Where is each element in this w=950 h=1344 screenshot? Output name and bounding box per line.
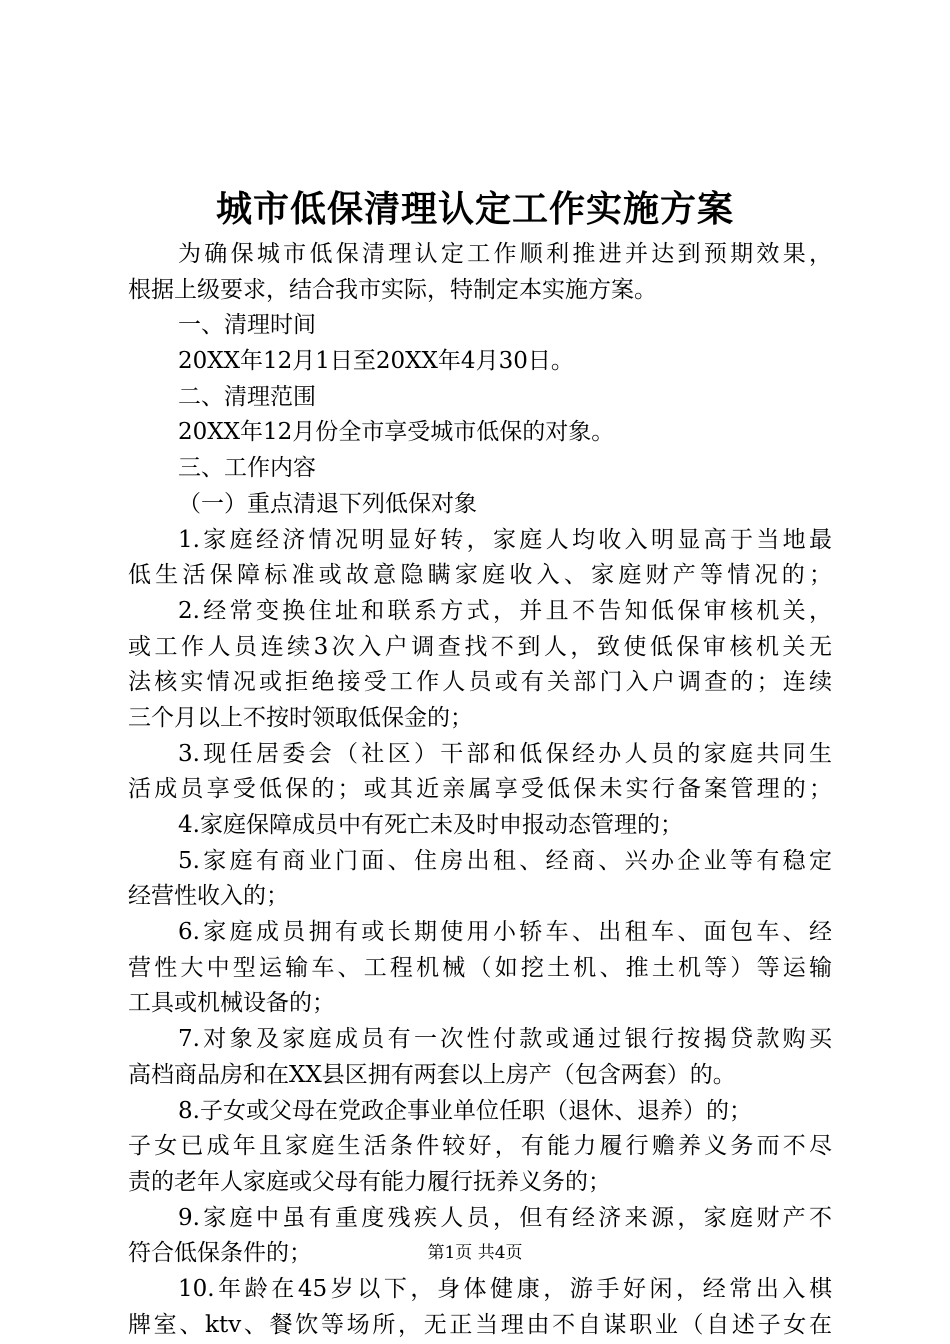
section-heading: 三、工作内容 (178, 455, 316, 482)
paragraph-line: 根据上级要求，结合我市实际，特制定本实施方案。 (128, 276, 657, 303)
list-item-line: 子女已成年且家庭生活条件较好，有能力履行赡养义务而不尽 (128, 1133, 832, 1160)
paragraph-line: 20XX年12月1日至20XX年4月30日。 (178, 348, 574, 375)
list-item-line: 6.家庭成员拥有或长期使用小轿车、出租车、面包车、经 (178, 919, 832, 946)
document-body (128, 237, 832, 1343)
section-heading: 二、清理范围 (178, 383, 316, 410)
list-item-line: 8.子女或父母在党政企事业单位任职（退休、退养）的； (178, 1097, 752, 1124)
paragraph-line: 20XX年12月份全市享受城市低保的对象。 (178, 419, 615, 446)
list-item-line: 9.家庭中虽有重度残疾人员，但有经济来源，家庭财产不 (178, 1204, 832, 1231)
list-item-line: 10.年龄在45岁以下，身体健康，游手好闲，经常出入棋 (178, 1275, 832, 1302)
list-item-line: 工具或机械设备的； (128, 990, 335, 1017)
list-item-line: 高档商品房和在XX县区拥有两套以上房产（包含两套）的。 (128, 1061, 736, 1088)
list-item-line: 3.现任居委会（社区）干部和低保经办人员的家庭共同生 (178, 740, 832, 767)
list-item-line: 经营性收入的； (128, 883, 289, 910)
list-item-line: 2.经常变换住址和联系方式，并且不告知低保审核机关， (178, 597, 832, 624)
list-item-line: 1.家庭经济情况明显好转，家庭人均收入明显高于当地最 (178, 526, 832, 553)
list-item-line: 5.家庭有商业门面、住房出租、经商、兴办企业等有稳定 (178, 847, 832, 874)
paragraph-line: 为确保城市低保清理认定工作顺利推进并达到预期效果， (178, 241, 832, 267)
list-item-line: 或工作人员连续3次入户调查找不到人，致使低保审核机关无 (128, 633, 832, 660)
list-item-line: 法核实情况或拒绝接受工作人员或有关部门入户调查的；连续 (128, 669, 832, 696)
list-item-line: 4.家庭保障成员中有死亡未及时申报动态管理的； (178, 812, 683, 838)
list-item-line: 活成员享受低保的；或其近亲属享受低保未实行备案管理的； (128, 776, 832, 803)
list-item-line: 符合低保条件的； (128, 1240, 312, 1267)
list-item-line: 责的老年人家庭或父母有能力履行抚养义务的； (128, 1168, 611, 1195)
document-title: 城市低保清理认定工作实施方案 (215, 188, 734, 230)
page-footer: 第1页 共4页 (427, 1243, 523, 1263)
list-item-line: 三个月以上不按时领取低保金的； (128, 704, 473, 731)
section-heading: 一、清理时间 (178, 312, 316, 339)
list-item-line: 7.对象及家庭成员有一次性付款或通过银行按揭贷款购买 (178, 1026, 832, 1053)
list-item-line: 低生活保障标准或故意隐瞒家庭收入、家庭财产等情况的； (128, 562, 832, 589)
list-item-line: 营性大中型运输车、工程机械（如挖土机、推土机等）等运输 (128, 954, 832, 981)
list-item-line: 牌室、ktv、餐饮等场所，无正当理由不自谋职业（自述子女在 (128, 1311, 832, 1338)
subsection-heading: （一）重点清退下列低保对象 (178, 490, 477, 517)
